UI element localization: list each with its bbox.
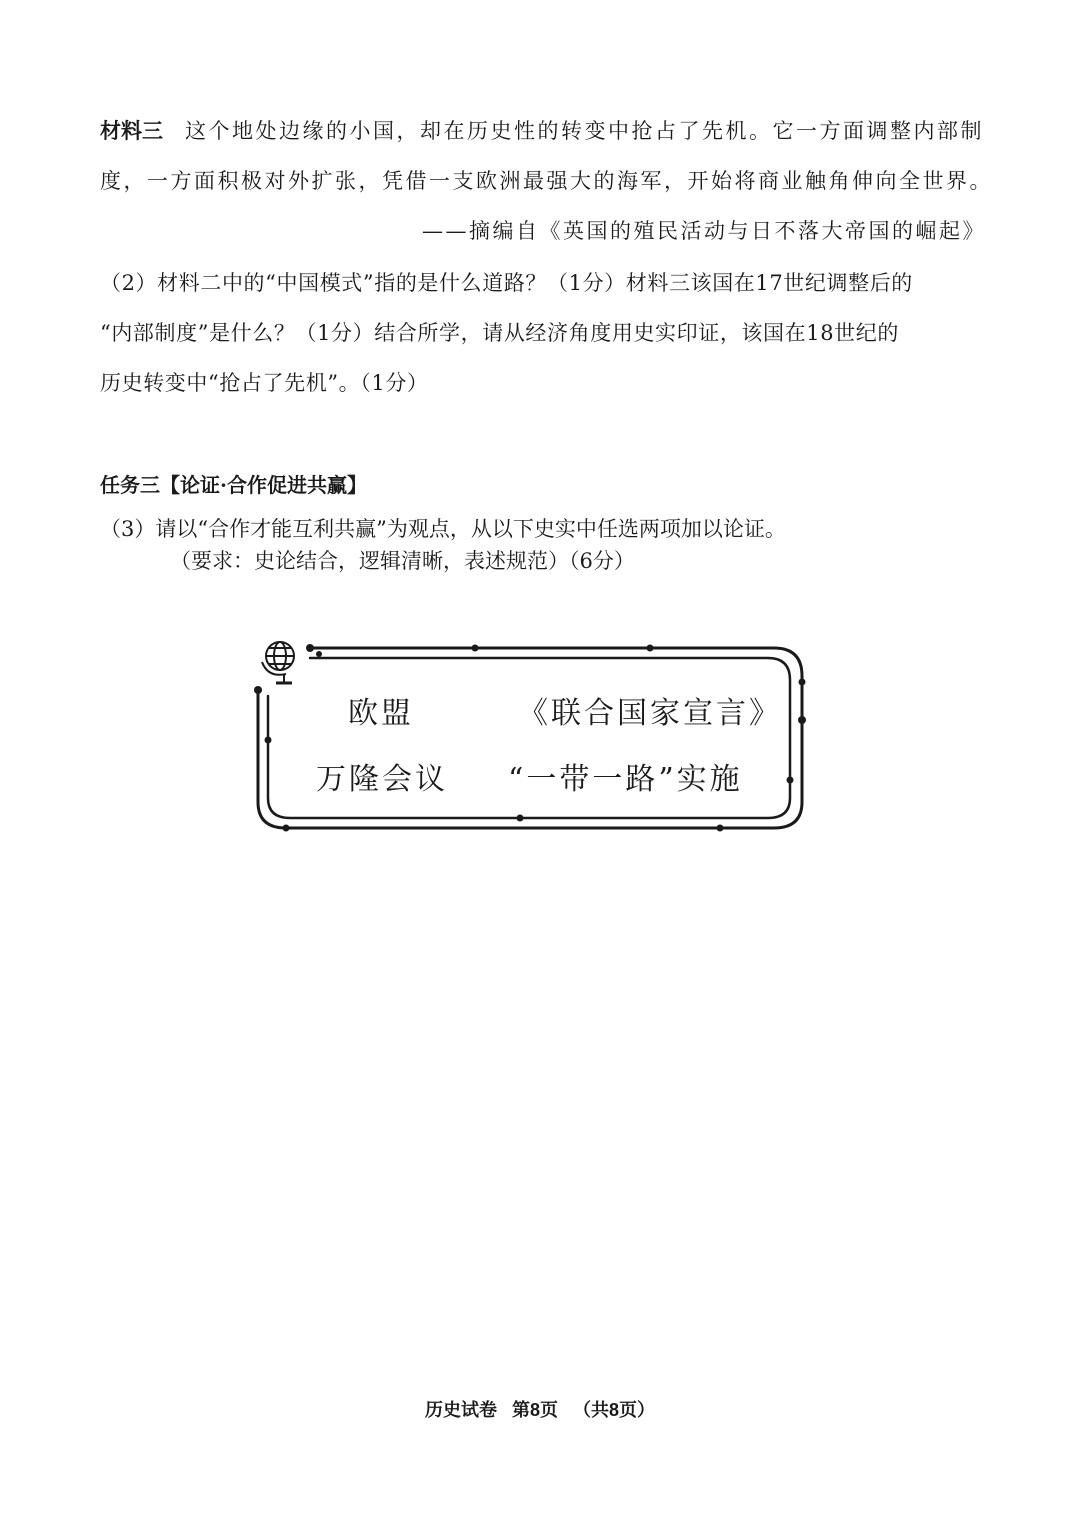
question2-line-3: 历史转变中“抢占了先机”。（1分） [100,371,429,395]
option-eu: 欧盟 [348,696,414,731]
material3-text-1: 这个地处边缘的小国，却在历史性的转变中抢占了先机。它一方面调整内部制 [185,119,984,143]
material3-source: ——摘编自《英国的殖民活动与日不落大帝国的崛起》 [422,219,986,243]
question2-line-2: “内部制度”是什么？（1分）结合所学，请从经济角度用史实印证，该国在18世纪的 [100,321,899,345]
globe-icon [262,642,294,683]
task3-title: 任务三【论证·合作促进共赢】 [100,473,367,497]
material3-line-2: 度，一方面积极对外扩张，凭借一支欧洲最强大的海军，开始将商业触角伸向全世界。 [100,169,993,193]
material3-line-1 [100,116,984,146]
page-footer: 历史试卷 第8页 （共8页） [424,1400,656,1420]
question2-line-1: （2）材料二中的“中国模式”指的是什么道路？（1分）材料三该国在17世纪调整后的 [100,271,913,295]
option-belt-and-road: “一带一路”实施 [508,762,743,797]
option-un-declaration: 《联合国家宣言》 [518,696,782,731]
option-bandung-conference: 万隆会议 [316,762,448,797]
question3-text: （3）请以“合作才能互利共赢”为观点，从以下史实中任选两项加以论证。 [100,517,786,541]
question3-requirement: （要求：史论结合，逻辑清晰，表述规范）（6分） [170,549,635,573]
decorative-frame [250,630,810,840]
options-box [250,630,810,840]
material3-label: 材料三 [100,118,163,143]
